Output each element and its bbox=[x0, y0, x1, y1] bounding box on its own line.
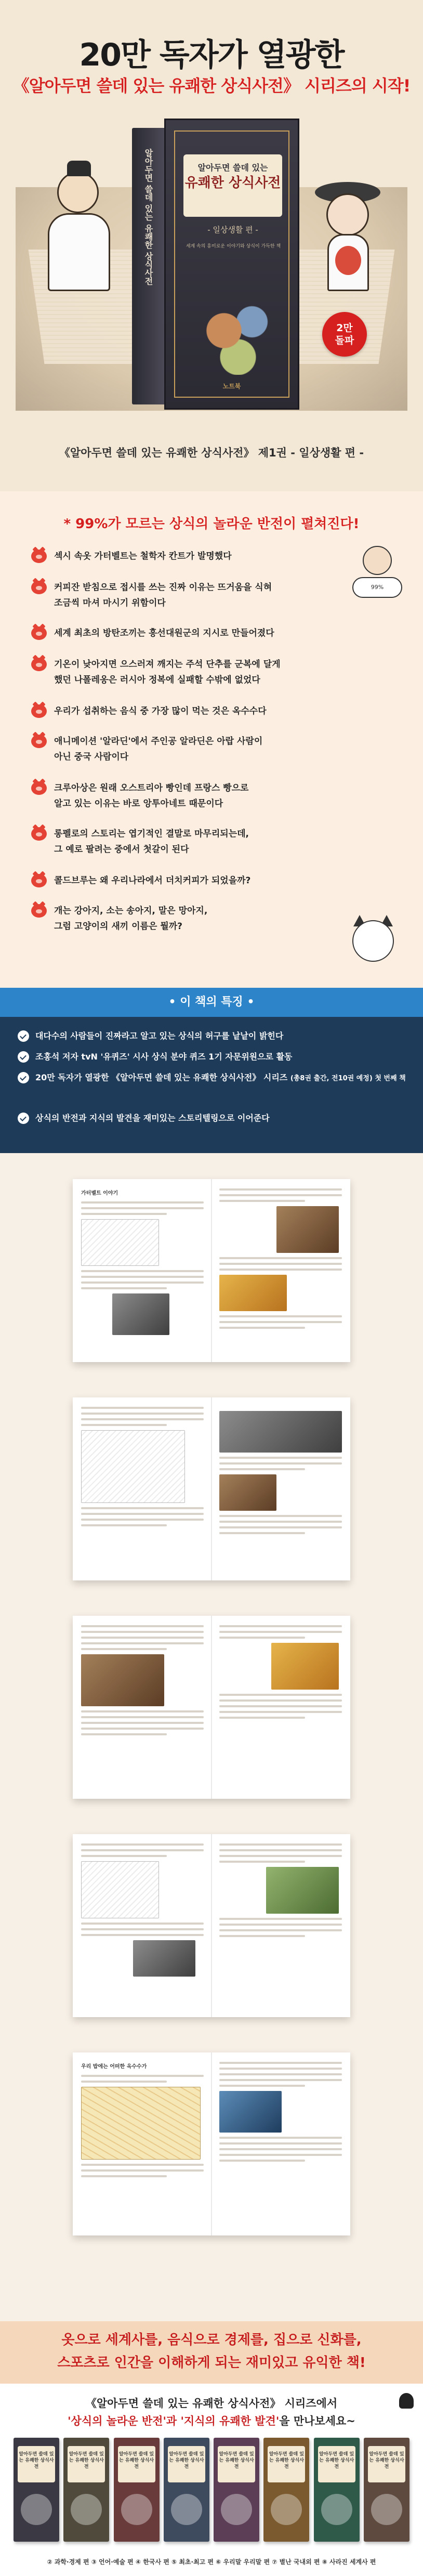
series-line-2 bbox=[0, 2413, 423, 2428]
hero-section bbox=[0, 0, 423, 491]
series-caption: ② 과학·경제 편 ③ 언어·예술 편 ④ 한국사 편 ⑤ 최초·최고 편 ⑥ 우리말 우리말 편 ⑦ 별난 국내외 편 ⑧ 사라진 세계사 편 bbox=[47, 2558, 376, 2566]
spread-page-right bbox=[219, 1188, 342, 1353]
series-book-label: 알아두면 쓸데 있는 유쾌한 상식사전 bbox=[218, 2446, 255, 2482]
photo-image bbox=[219, 1411, 342, 1453]
pig-bullet-icon bbox=[31, 904, 47, 918]
pig-bullet-icon bbox=[31, 581, 47, 594]
feature-item bbox=[18, 1070, 407, 1087]
fact-item bbox=[31, 548, 395, 564]
feature-text: 상식의 반전과 지식의 발견을 재미있는 스토리텔링으로 이어준다 bbox=[35, 1113, 270, 1123]
fact-text: 커피잔 받침으로 접시를 쓰는 진짜 이유는 뜨거움을 식혀 조금씩 마셔 마시기 위함이다 bbox=[54, 582, 272, 608]
fact-text: 롱펠로의 스토리는 엽기적인 결말로 마무리되는데, 그 예로 팔려는 중에서 첫갈이 된다 bbox=[54, 829, 249, 855]
speech-bubble: 99% bbox=[352, 577, 402, 598]
summary-banner bbox=[0, 2321, 423, 2384]
fact-text: 기온이 낮아지면 으스러져 깨지는 주석 단추를 군복에 달게 했던 나폴레옹은 러시아 정복에 실패할 수밖에 없었다 bbox=[54, 659, 281, 685]
book-title-main: 유쾌한 상식사전 bbox=[184, 175, 281, 191]
spread-page-right bbox=[219, 1407, 342, 1571]
series-line-1: 《알아두면 쓸데 있는 유쾌한 상식사전》 시리즈에서 bbox=[85, 2397, 338, 2410]
facts-title: * 99%가 모르는 상식의 놀라운 반전이 펼쳐진다! bbox=[63, 516, 360, 532]
fact-text: 개는 강아지, 소는 송아지, 말은 망아지, 그럼 고양이의 새끼 이름은 뭘까? bbox=[54, 906, 208, 932]
pig-bullet-icon bbox=[31, 550, 47, 563]
fact-text: 애니메이션 '알라딘'에서 주인공 알라딘은 아랍 사람이 아닌 중국 사람이다 bbox=[54, 736, 263, 762]
book-spine-text: 알아두면 쓸데 있는 유쾌한 상식사전 bbox=[143, 149, 153, 285]
pig-bullet-icon bbox=[31, 827, 47, 841]
spread-page-left bbox=[81, 1407, 204, 1571]
fact-item bbox=[31, 703, 395, 719]
spread-heading: 우리 밥에는 어떠한 옥수수가 bbox=[81, 2064, 147, 2070]
feature-item bbox=[18, 1110, 407, 1126]
photo-image bbox=[271, 1643, 339, 1690]
book-subtitle: - 일상생활 편 - bbox=[207, 225, 258, 234]
series-book[interactable] bbox=[263, 2438, 309, 2542]
book-spread-preview bbox=[73, 1179, 350, 1362]
dog-logo-icon bbox=[396, 2393, 417, 2414]
photo-image bbox=[81, 1654, 164, 1706]
spread-page-right bbox=[219, 1843, 342, 2008]
photo-image bbox=[266, 1867, 339, 1914]
check-icon bbox=[18, 1030, 29, 1042]
banner-line-2: 스포츠로 인간을 이해하게 되는 재미있고 유익한 책! bbox=[57, 2355, 366, 2371]
spread-page-right bbox=[219, 1625, 342, 1789]
series-book-label: 알아두면 쓸데 있는 유쾌한 상식사전 bbox=[318, 2446, 355, 2482]
feature-text bbox=[35, 1070, 406, 1087]
series-book-label: 알아두면 쓸데 있는 유쾌한 상식사전 bbox=[18, 2446, 55, 2482]
fact-text: 크루아상은 원래 오스트리아 빵인데 프랑스 빵으로 알고 있는 이유는 바로 앙투아네트 때문이다 bbox=[54, 783, 249, 809]
check-icon bbox=[18, 1051, 29, 1063]
spread-page-left bbox=[81, 2062, 204, 2226]
feature-item bbox=[18, 1028, 407, 1044]
fact-text: 세계 최초의 방탄조끼는 흥선대원군의 지시로 만들어졌다 bbox=[54, 628, 274, 638]
book-cover-3d bbox=[132, 119, 281, 410]
facts-cartoon-cat bbox=[345, 915, 402, 972]
series-book[interactable] bbox=[63, 2438, 109, 2542]
check-icon bbox=[18, 1072, 29, 1083]
series-book[interactable] bbox=[214, 2438, 259, 2542]
fact-item bbox=[31, 903, 395, 934]
fact-item bbox=[31, 625, 395, 641]
hero-headline: 20만 독자가 열광한 bbox=[79, 37, 344, 73]
features-section bbox=[0, 988, 423, 1153]
pig-bullet-icon bbox=[31, 626, 47, 640]
cartoon-character-head-right bbox=[326, 193, 369, 236]
series-highlight: '상식의 놀라운 반전'과 '지식의 유쾌한 발견' bbox=[68, 2415, 280, 2427]
cartoon-character-body-left bbox=[48, 213, 110, 291]
sales-badge bbox=[322, 312, 367, 357]
sales-badge-text: 2만 돌파 bbox=[335, 322, 354, 346]
series-book-label: 알아두면 쓸데 있는 유쾌한 상식사전 bbox=[118, 2446, 155, 2482]
series-line-2-end: 을 만나보세요~ bbox=[279, 2415, 355, 2427]
pig-bullet-icon bbox=[31, 781, 47, 795]
series-book[interactable] bbox=[364, 2438, 409, 2542]
series-book-label: 알아두면 쓸데 있는 유쾌한 상식사전 bbox=[268, 2446, 305, 2482]
photo-image bbox=[276, 1206, 339, 1253]
book-cover-illustration bbox=[187, 286, 280, 375]
spread-page-left bbox=[81, 1843, 204, 2008]
check-icon bbox=[18, 1113, 29, 1124]
pig-bullet-icon bbox=[31, 735, 47, 748]
book-publisher: 노트북 bbox=[222, 383, 241, 390]
series-book[interactable] bbox=[114, 2438, 160, 2542]
feature-item bbox=[18, 1049, 407, 1065]
facts-section bbox=[0, 491, 423, 988]
feature-text-note: (총8권 출간, 전10권 예정) 첫 번째 책 bbox=[290, 1075, 406, 1082]
book-title-top: 알아두면 쓸데 있는 bbox=[197, 163, 268, 173]
illustration-image bbox=[81, 1219, 159, 1266]
pig-bullet-icon bbox=[31, 658, 47, 671]
series-book[interactable] bbox=[314, 2438, 360, 2542]
fact-item bbox=[31, 826, 395, 857]
map-image bbox=[81, 2087, 201, 2160]
fact-item bbox=[31, 780, 395, 812]
photo-image bbox=[219, 1275, 287, 1311]
book-spread-preview bbox=[73, 2052, 350, 2235]
photo-image bbox=[219, 2091, 282, 2133]
fact-text: 섹시 속옷 가터벨트는 철학자 칸트가 발명했다 bbox=[54, 551, 232, 561]
cartoon-character-body-right bbox=[327, 234, 369, 291]
cartoon-character-head-left bbox=[57, 172, 99, 213]
fact-text: 우리가 섭취하는 음식 중 가장 많이 먹는 것은 옥수수다 bbox=[54, 706, 267, 716]
pig-bullet-icon bbox=[31, 704, 47, 718]
illustration-image bbox=[81, 1861, 159, 1918]
book-spread-preview bbox=[73, 1834, 350, 2017]
banner-line-1: 옷으로 세계사를, 음식으로 경제를, 집으로 신화를, bbox=[61, 2332, 362, 2348]
series-book-label: 알아두면 쓸데 있는 유쾌한 상식사전 bbox=[68, 2446, 105, 2482]
illustration-image bbox=[112, 1293, 169, 1335]
book-front-cover bbox=[164, 119, 299, 410]
book-title-box bbox=[183, 154, 282, 217]
fact-item bbox=[31, 580, 395, 611]
spread-page-left bbox=[81, 1188, 204, 1353]
features-title: • 이 책의 특징 • bbox=[0, 988, 423, 1017]
feature-text: 조홍석 저자 tvN '유퀴즈' 시사 상식 분야 퀴즈 1기 자문위원으로 활동 bbox=[35, 1052, 293, 1062]
spread-page-right bbox=[219, 2062, 342, 2226]
photo-image bbox=[133, 1940, 195, 1977]
series-section bbox=[0, 2384, 423, 2576]
illustration-image bbox=[81, 1430, 185, 1503]
book-blurb: 세계 속의 흥미로운 이야기와 상식이 가득한 책 bbox=[186, 244, 281, 249]
series-book[interactable] bbox=[164, 2438, 209, 2542]
feature-text-main: 20만 독자가 열광한 《알아두면 쓸데 있는 유쾌한 상식사전》 시리즈 bbox=[35, 1073, 288, 1082]
fact-item bbox=[31, 873, 395, 888]
fact-text: 콜드브루는 왜 우리나라에서 더치커피가 되었을까? bbox=[54, 875, 251, 886]
hero-subline: 《알아두면 쓸데 있는 유쾌한 상식사전》 시리즈의 시작! bbox=[12, 76, 411, 96]
fact-item bbox=[31, 657, 395, 688]
spread-page-left bbox=[81, 1625, 204, 1789]
series-book[interactable] bbox=[14, 2438, 59, 2542]
book-spread-preview bbox=[73, 1616, 350, 1799]
hero-caption: 《알아두면 쓸데 있는 유쾌한 상식사전》 제1권 - 일상생활 편 - bbox=[59, 447, 364, 459]
spread-heading: 가터벨트 이야기 bbox=[81, 1191, 118, 1196]
feature-text: 대다수의 사람들이 진짜라고 알고 있는 상식의 허구를 낱낱이 밝힌다 bbox=[35, 1031, 284, 1041]
fact-item bbox=[31, 734, 395, 765]
book-spread-preview bbox=[73, 1397, 350, 1580]
series-book-list bbox=[14, 2438, 409, 2545]
preview-section bbox=[0, 1153, 423, 2321]
photo-image bbox=[219, 1474, 276, 1511]
pig-bullet-icon bbox=[31, 874, 47, 887]
series-book-label: 알아두면 쓸데 있는 유쾌한 상식사전 bbox=[368, 2446, 405, 2482]
cat-face-icon bbox=[352, 920, 394, 962]
book-spine bbox=[132, 128, 164, 404]
series-book-label: 알아두면 쓸데 있는 유쾌한 상식사전 bbox=[168, 2446, 205, 2482]
